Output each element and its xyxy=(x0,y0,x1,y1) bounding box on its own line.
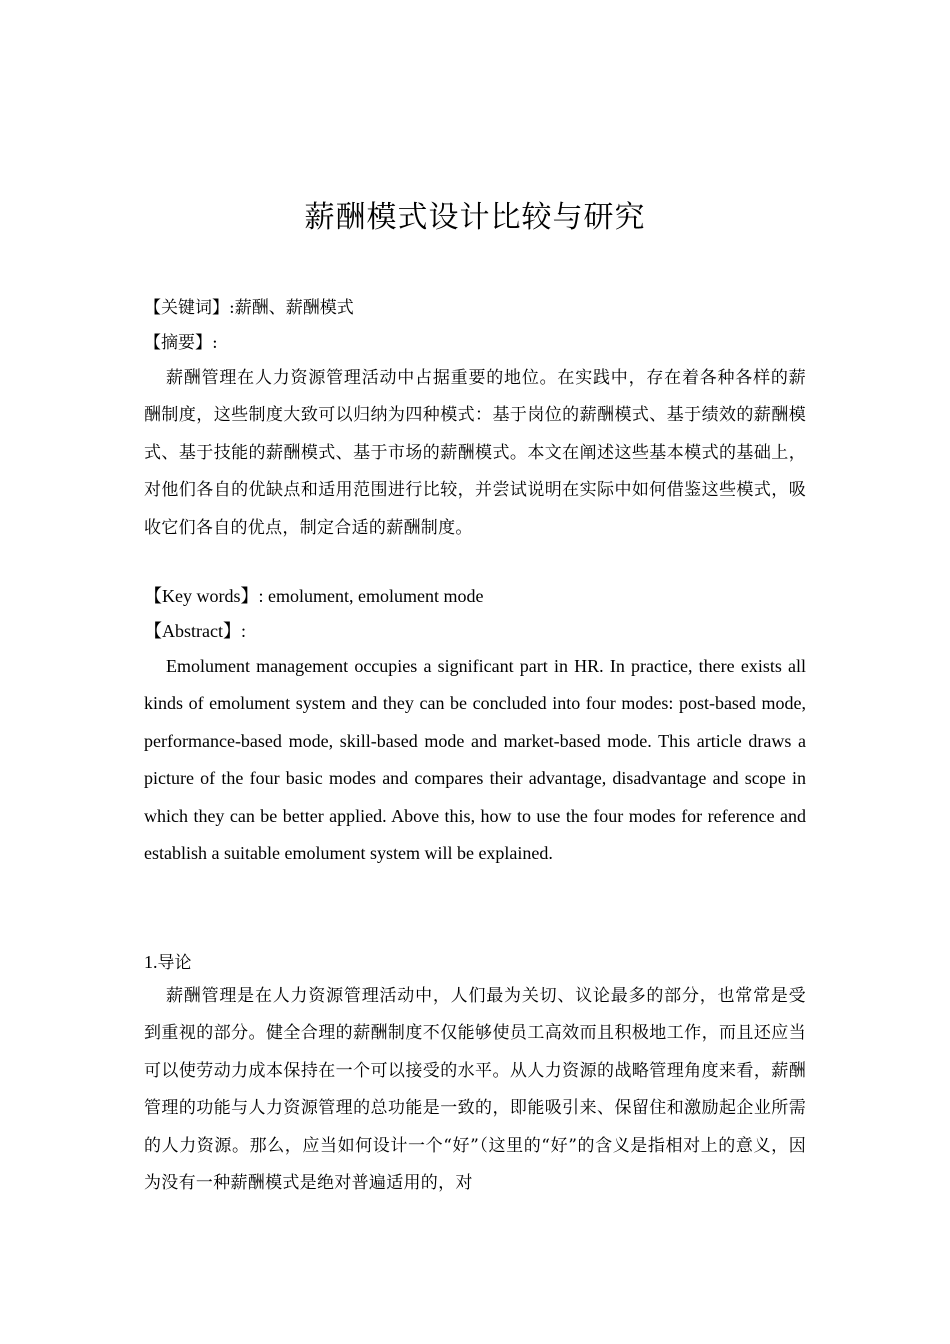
section-1-text: 薪酬管理是在人力资源管理活动中，人们最为关切、议论最多的部分，也常常是受到重视的部分。健全合理的薪酬制度不仅能够使员工高效而且积极地工作，而且还应当可以使劳动力成本保持在一个可以接受的水平。从人力资源的战略管理角度来看，薪酬管理的功能与人力资源管理的总功能是一致的，即能吸引来、保留住和激励起企业所需的人力资源。那么，应当如何设计一个“好”（这里的“好”的含义是指相对上的意义，因为没有一种薪酬模式是绝对普遍适用的，对 xyxy=(144,986,806,1194)
abstract-en-label: 【Abstract】: xyxy=(144,621,246,641)
keywords-en-value: : emolument, emolument mode xyxy=(258,586,484,606)
keywords-en-label: 【Key words】 xyxy=(144,586,259,606)
keywords-cn-value: 薪酬、薪酬模式 xyxy=(234,298,354,318)
section-1-heading xyxy=(144,950,192,975)
abstract-en-text: Emolument management occupies a significant part in HR. In practice, there exists all kinds of emolument system and they can be concluded into four modes: post-based mode, performance-based mode, skill-based mode and market-based mode. This article draws a picture of the four basic modes and compares their advantage, disadvantage and scope in which they can be better applied. Above this, how to use the four modes for reference and establish a suitable emolument system will be explained. xyxy=(144,656,806,864)
section-1-title: 导论 xyxy=(157,953,192,973)
abstract-cn-label: 【摘要】: xyxy=(144,333,218,353)
keywords-en-line xyxy=(144,584,483,608)
keywords-cn-label: 【关键词】: xyxy=(144,298,235,318)
section-1-number: 1. xyxy=(144,952,158,972)
document-title: 薪酬模式设计比较与研究 xyxy=(304,200,646,235)
abstract-cn-text: 薪酬管理在人力资源管理活动中占据重要的地位。在实践中，存在着各种各样的薪酬制度，这些制度大致可以归纳为四种模式：基于岗位的薪酬模式、基于绩效的薪酬模式、基于技能的薪酬模式、基于市场的薪酬模式。本文在阐述这些基本模式的基础上，对他们各自的优缺点和适用范围进行比较，并尝试说明在实际中如何借鉴这些模式，吸收它们各自的优点，制定合适的薪酬制度。 xyxy=(144,368,806,538)
keywords-cn-line xyxy=(144,296,354,320)
